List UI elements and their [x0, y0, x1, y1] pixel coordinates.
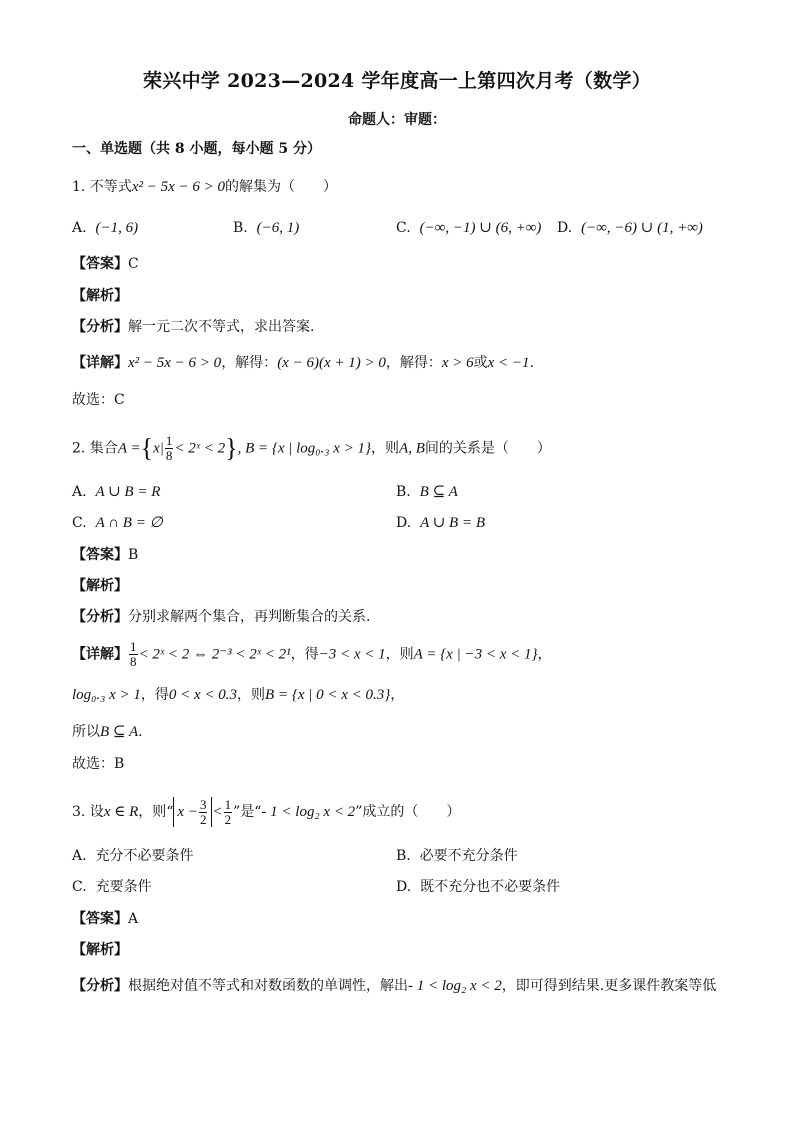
q1-option-b: B. (−6, 1)	[233, 220, 300, 236]
q3-answer: 【答案】A	[72, 911, 139, 927]
q1-answer: 【答案】C	[72, 256, 139, 272]
q2-option-b: B. B ⊆ A	[396, 484, 458, 500]
q2-option-d: D. A ∪ B = B	[396, 515, 486, 531]
q2-detail-fraction: $\frac{1}{8}$	[130, 639, 137, 669]
q2-analysis-label: 【解析】	[72, 578, 128, 594]
q3-absolute-value: x − $\frac{3}{2}$	[173, 797, 212, 827]
q2-stem: 2. 集合A ={x| $\frac{1}{8}$ < 2ˣ < 2}, B = {x | log₀.₃ x > 1}，则A, B间的关系是（ ）	[72, 433, 551, 463]
q3-option-d: D. 既不充分也不必要条件	[396, 879, 561, 895]
page-title: 荣兴中学 2023—2024 学年度高一上第四次月考（数学）	[143, 70, 651, 92]
q2-detail: 【详解】 $\frac{1}{8}$ < 2ˣ < 2 ⇔ 2⁻³ < 2ˣ < 2¹，得−3 < x < 1，则A = {x | −3 < x < 1}，	[72, 639, 552, 669]
q2-fenxi: 【分析】分别求解两个集合，再判断集合的关系.	[72, 609, 371, 625]
q1-analysis-label: 【解析】	[72, 288, 128, 304]
q1-conclusion: 故选：C	[72, 392, 125, 408]
q3-fenxi: 【分析】根据绝对值不等式和对数函数的单调性，解出- 1 < log₂ x < 2，即可得到结果.更多课件教案等低	[72, 978, 717, 994]
q3-option-c: C. 充要条件	[72, 879, 152, 895]
q1-option-a: A. (−1, 6)	[72, 220, 139, 236]
q2-option-a: A. A ∪ B = R	[72, 484, 161, 500]
q2-detail-line2: log₀.₃ x > 1，得0 < x < 0.3，则B = {x | 0 < x < 0.3}，	[72, 687, 405, 703]
q2-answer: 【答案】B	[72, 547, 139, 563]
q2-detail-line3: 所以B ⊆ A.	[72, 724, 143, 740]
q3-analysis-label: 【解析】	[72, 942, 128, 958]
section-heading: 一、单选题（共 8 小题，每小题 5 分）	[72, 141, 321, 157]
q3-option-b: B. 必要不充分条件	[396, 848, 518, 864]
q3-stem: 3. 设x ∈ R，则“ x − $\frac{3}{2}$ < $\frac{1}{2}$ ”是“- 1 < log₂ x < 2”成立的（ ）	[72, 796, 461, 827]
q1-option-d: D. (−∞, −6) ∪ (1, +∞)	[557, 220, 703, 236]
q2-option-c: C. A ∩ B = ∅	[72, 515, 163, 531]
q3-option-a: A. 充分不必要条件	[72, 848, 194, 864]
q2-conclusion: 故选：B	[72, 756, 125, 772]
q2-fraction: $\frac{1}{8}$	[165, 433, 173, 463]
q1-detail: 【详解】x² − 5x − 6 > 0，解得：(x − 6)(x + 1) > 0，解得：x > 6或x < −1.	[72, 355, 534, 371]
q1-option-c: C. (−∞, −1) ∪ (6, +∞)	[396, 220, 542, 236]
q1-stem: 1. 不等式x² − 5x − 6 > 0的解集为（ ）	[72, 179, 337, 195]
q1-fenxi: 【分析】解一元二次不等式，求出答案.	[72, 319, 315, 335]
page-subtitle: 命题人：审题：	[348, 112, 446, 128]
